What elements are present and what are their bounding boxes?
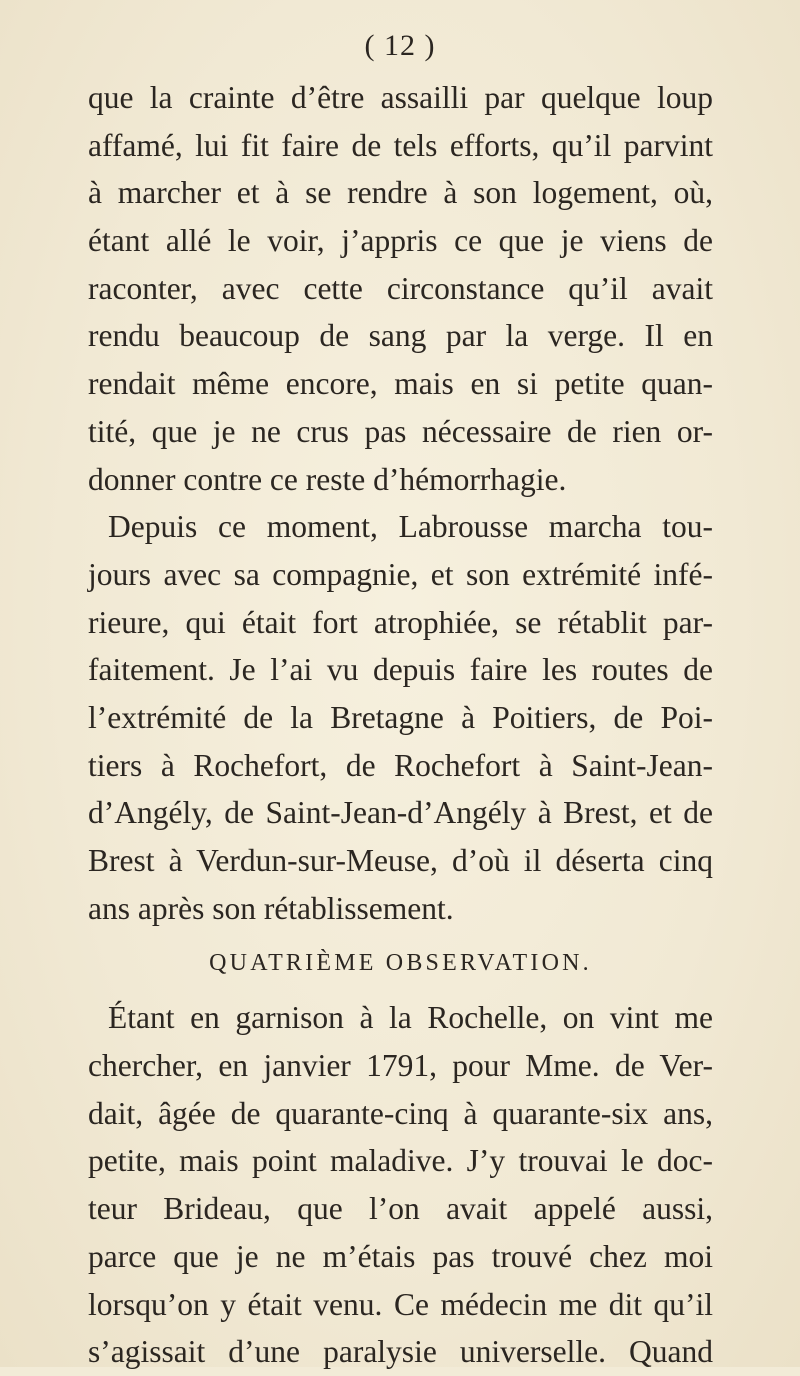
paragraph-3 [88,994,713,1376]
text-line: rieure, qui était fort atrophiée, se rétablit par- [88,604,713,640]
text-line: parce que je ne m’étais pas trouvé chez moi [88,1238,713,1274]
text-line: affamé, lui fit faire de tels efforts, qu’il parvint [88,127,713,163]
text-line: tité, que je ne crus pas nécessaire de rien or- [88,413,713,449]
text-line: étant allé le voir, j’appris ce que je viens de [88,223,713,259]
text-line: rendu beaucoup de sang par la verge. Il en [88,318,713,354]
text-line: l’extrémité de la Bretagne à Poitiers, de Poi- [88,699,713,735]
text-line: Étant en garnison à la Rochelle, on vint me [108,1000,713,1036]
text-line: à marcher et à se rendre à son logement, où, [88,175,713,211]
text-line: s’agissait d’une paralysie universelle. Quand [88,1334,713,1370]
text-line: jours avec sa compagnie, et son extrémité infé- [88,556,713,592]
text-line: dait, âgée de quarante-cinq à quarante-six ans, [88,1095,713,1131]
page-body [88,74,713,1376]
page-number: ( 12 ) [364,29,436,62]
text-line: d’Angély, de Saint-Jean-d’Angély à Brest, et de [88,795,713,831]
text-line: donner contre ce reste d’hémorrhagie. [88,461,567,497]
paragraph-2 [88,503,713,932]
text-line: petite, mais point maladive. J’y trouvai le doc- [88,1143,713,1179]
section-heading: QUATRIÈME OBSERVATION. [209,950,592,977]
text-line: raconter, avec cette circonstance qu’il avait [88,270,713,306]
text-line: chercher, en janvier 1791, pour Mme. de Ver- [88,1048,713,1084]
text-line: tiers à Rochefort, de Rochefort à Saint-Jean- [88,747,713,783]
text-line: Brest à Verdun-sur-Meuse, d’où il déserta cinq [88,843,713,878]
text-line: que la crainte d’être assailli par quelque loup [88,80,713,115]
text-line: rendait même encore, mais en si petite quan- [88,366,713,402]
paragraph-1 [88,74,713,503]
text-line: ans après son rétablissement. [88,890,454,926]
text-line: teur Brideau, que l’on avait appelé aussi, [88,1191,713,1227]
text-line: lorsqu’on y était venu. Ce médecin me dit qu’il [88,1286,713,1322]
text-line: Depuis ce moment, Labrousse marcha tou- [108,509,713,545]
text-line: faitement. Je l’ai vu depuis faire les routes de [88,652,713,688]
